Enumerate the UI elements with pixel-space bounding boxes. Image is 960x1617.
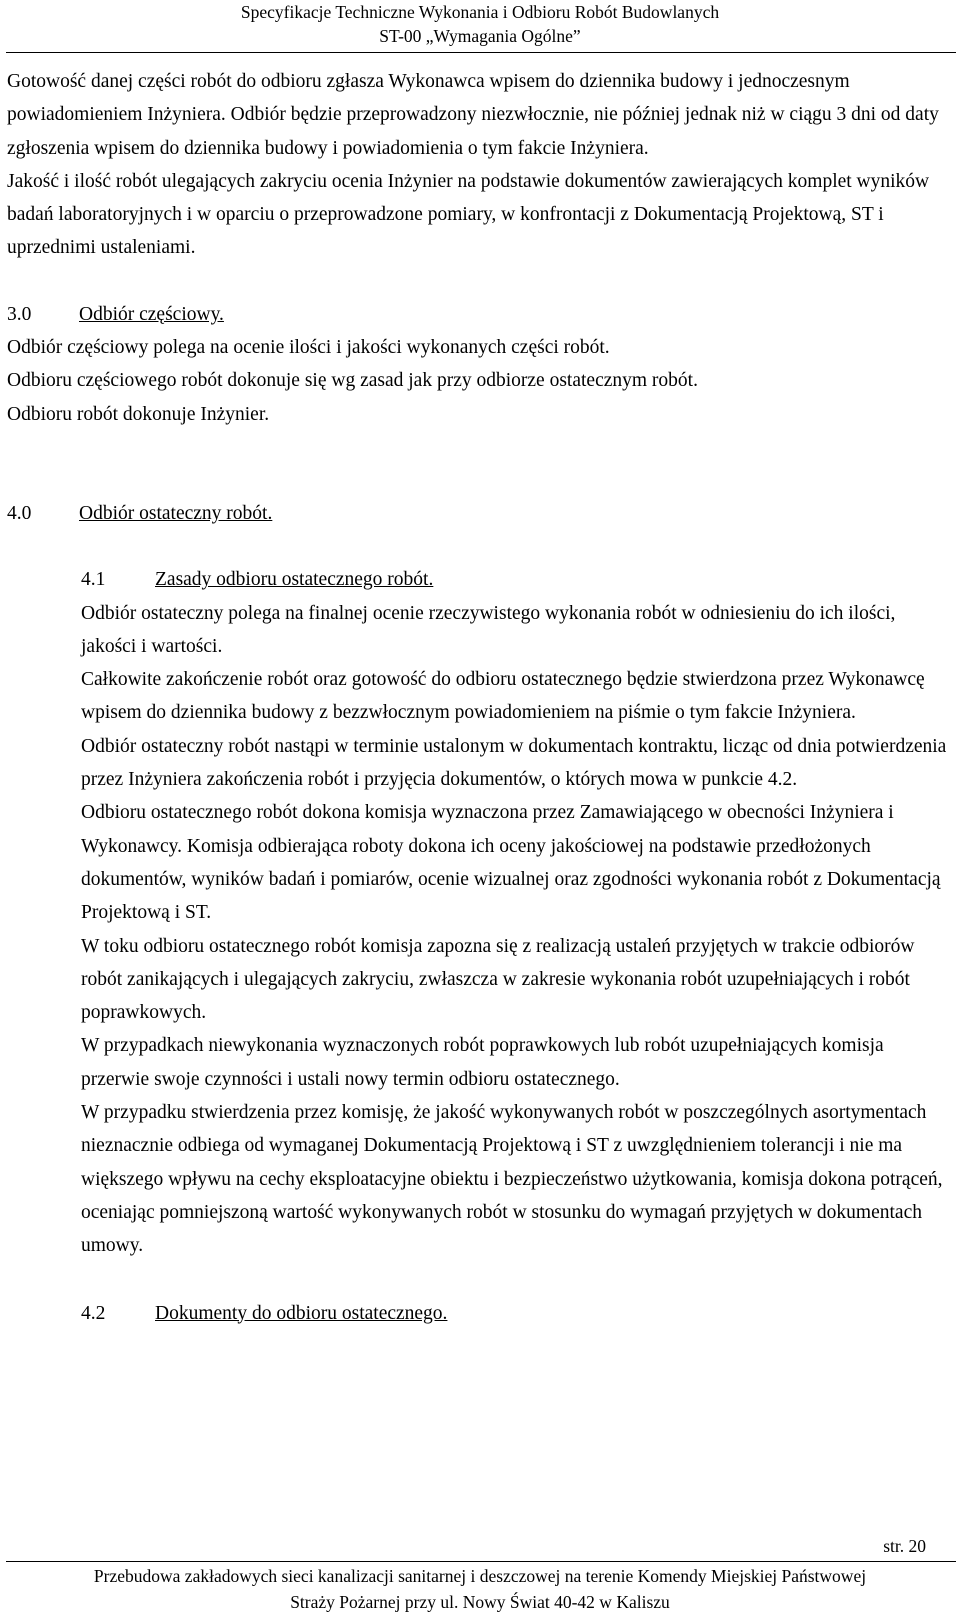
paragraph: W przypadku stwierdzenia przez komisję, że jakość wykonywanych robót w poszczególnych asortymentach nieznacznie odbiega od wymaganej Dokumentacją Projektową i ST z uwzględnieniem tolerancji i nie ma większego wpływu na cechy eksploatacyjne obiektu i bezpieczeństwo użytkowania, komisja dokona potrąceń, oceniając pomniejszoną wartość wykonywanych robót w stosunku do wymagań przyjętych w dokumentach umowy. bbox=[81, 1102, 943, 1257]
subsection-heading-4-2 bbox=[81, 1297, 953, 1330]
paragraph: W toku odbioru ostatecznego robót komisja zapozna się z realizacją ustaleń przyjętych w trakcie odbiorów robót zanikających i ulegających zakryciu, zwłaszcza w zakresie wykonania robót uzupełniających i robót poprawkowych. bbox=[81, 935, 915, 1024]
subsection-number: 4.2 bbox=[81, 1302, 106, 1324]
subsection-number: 4.1 bbox=[81, 569, 106, 591]
section-number: 3.0 bbox=[7, 303, 32, 325]
paragraph: Gotowość danej części robót do odbioru zgłasza Wykonawca wpisem do dziennika budowy i jednoczesnym powiadomieniem Inżyniera. Odbiór będzie przeprowadzony niezwłocznie, nie później jednak niż w ciągu 3 dni od daty zgłoszenia wpisem do dziennika budowy i powiadomienia o tym fakcie Inżyniera. bbox=[7, 71, 939, 159]
section-heading-4 bbox=[7, 497, 953, 530]
paragraph: Odbiór częściowy polega na ocenie ilości i jakości wykonanych części robót. bbox=[7, 337, 610, 359]
paragraph: Odbioru robót dokonuje Inżynier. bbox=[7, 403, 270, 425]
paragraph: Jakość i ilość robót ulegających zakryciu ocenia Inżynier na podstawie dokumentów zawierających komplet wyników badań laboratoryjnych i w oparciu o przeprowadzone pomiary, w konfrontacji z Dokumentacją Projektową, ST i uprzednimi ustaleniami. bbox=[7, 170, 930, 259]
footer-line: Przebudowa zakładowych sieci kanalizacji sanitarnej i deszczowej na terenie Komendy Miejskiej Państwowej bbox=[93, 1566, 867, 1586]
header-title: Specyfikacje Techniczne Wykonania i Odbioru Robót Budowlanych bbox=[240, 2, 720, 22]
subsection-title: Dokumenty do odbioru ostatecznego. bbox=[155, 1302, 448, 1324]
section-title: Odbiór ostateczny robót. bbox=[79, 502, 273, 524]
page-header bbox=[0, 0, 960, 48]
page-footer bbox=[0, 1563, 960, 1615]
document-body bbox=[7, 65, 953, 1330]
page-number: str. 20 bbox=[883, 1536, 926, 1556]
section-title: Odbiór częściowy. bbox=[79, 303, 224, 325]
header-subtitle: ST-00 „Wymagania Ogólne” bbox=[379, 26, 581, 46]
paragraph: Całkowite zakończenie robót oraz gotowość do odbioru ostatecznego będzie stwierdzona przez Wykonawcę wpisem do dziennika budowy z bezzwłocznym powiadomieniem na piśmie o tym fakcie Inżyniera. bbox=[81, 669, 925, 724]
section-heading-3 bbox=[7, 298, 953, 331]
paragraph: Odbiór ostateczny robót nastąpi w terminie ustalonym w dokumentach kontraktu, licząc od dnia potwierdzenia przez Inżyniera zakończenia robót i przyjęcia dokumentów, o których mowa w punkcie 4.2. bbox=[81, 735, 947, 791]
footer-divider bbox=[6, 1561, 956, 1562]
subsection-heading-4-1 bbox=[81, 563, 953, 596]
subsection-title: Zasady odbioru ostatecznego robót. bbox=[155, 569, 434, 591]
paragraph: W przypadkach niewykonania wyznaczonych robót poprawkowych lub robót uzupełniających komisja przerwie swoje czynności i ustali nowy termin odbioru ostatecznego. bbox=[81, 1035, 884, 1090]
footer-line: Straży Pożarnej przy ul. Nowy Świat 40-42 w Kaliszu bbox=[290, 1592, 670, 1612]
paragraph: Odbioru częściowego robót dokonuje się wg zasad jak przy odbiorze ostatecznym robót. bbox=[7, 370, 698, 392]
paragraph: Odbioru ostatecznego robót dokona komisja wyznaczona przez Zamawiającego w obecności Inżyniera i Wykonawcy. Komisja odbierająca roboty dokona ich oceny jakościowej na podstawie przedłożonych dokumentów, wyników badań i pomiarów, ocenie wizualnej oraz zgodności wykonania robót z Dokumentacją Projektową i ST. bbox=[81, 802, 941, 924]
header-divider bbox=[6, 52, 956, 53]
section-number: 4.0 bbox=[7, 502, 32, 524]
paragraph: Odbiór ostateczny polega na finalnej ocenie rzeczywistego wykonania robót w odniesieniu do ich ilości, jakości i wartości. bbox=[81, 602, 896, 657]
